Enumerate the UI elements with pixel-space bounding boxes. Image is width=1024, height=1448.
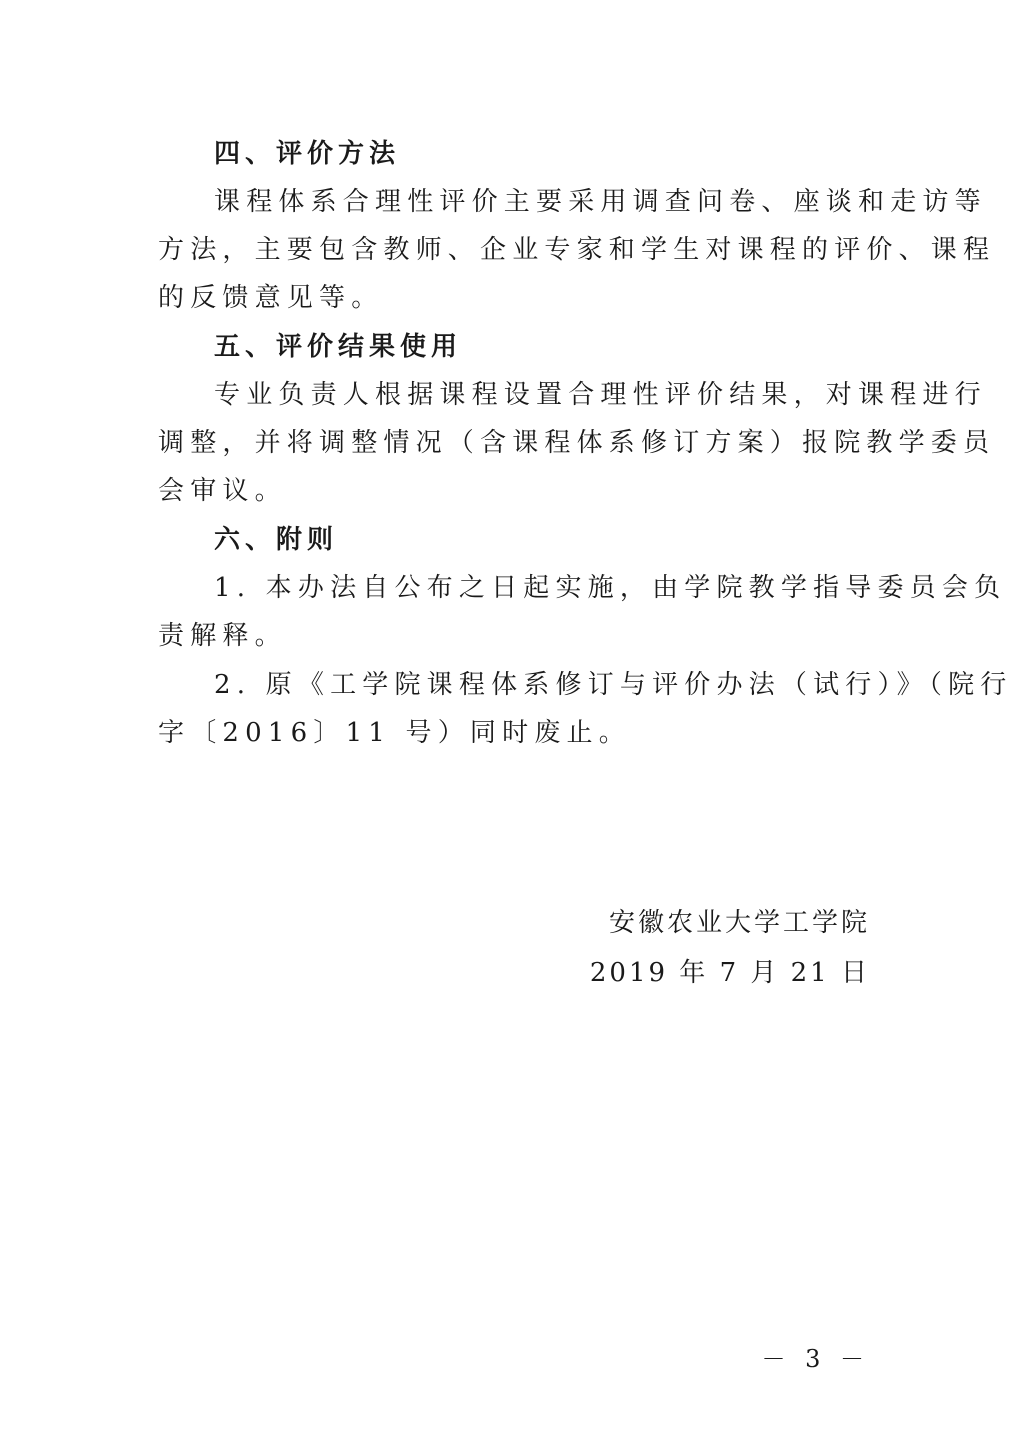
paragraph-line: 责解释。: [158, 621, 287, 651]
paragraph-line: 字〔2016〕11 号）同时废止。: [158, 718, 631, 748]
paragraph-line: 1. 本办法自公布之日起实施，由学院教学指导委员会负: [214, 573, 1007, 603]
paragraph-line: 课程体系合理性评价主要采用调查问卷、座谈和走访等: [214, 187, 987, 217]
paragraph-line: 调整，并将调整情况（含课程体系修订方案）报院教学委员: [158, 428, 996, 458]
signature-date: 2019 年 7 月 21 日: [589, 958, 870, 988]
paragraph-line: 的反馈意见等。: [158, 283, 384, 313]
paragraph-line: 会审议。: [158, 476, 287, 506]
paragraph-line: 2. 原《工学院课程体系修订与评价办法（试行）》（院行: [214, 670, 1013, 700]
signature-organization: 安徽农业大学工学院: [608, 908, 870, 938]
section-heading-supplementary: 六、附则: [214, 525, 339, 555]
section-heading-evaluation-method: 四、评价方法: [214, 139, 401, 169]
paragraph-line: 专业负责人根据课程设置合理性评价结果，对课程进行: [214, 380, 987, 410]
page-number: － 3 －: [761, 1345, 870, 1373]
section-heading-result-use: 五、评价结果使用: [214, 332, 463, 362]
paragraph-line: 方法，主要包含教师、企业专家和学生对课程的评价、课程: [158, 235, 996, 265]
